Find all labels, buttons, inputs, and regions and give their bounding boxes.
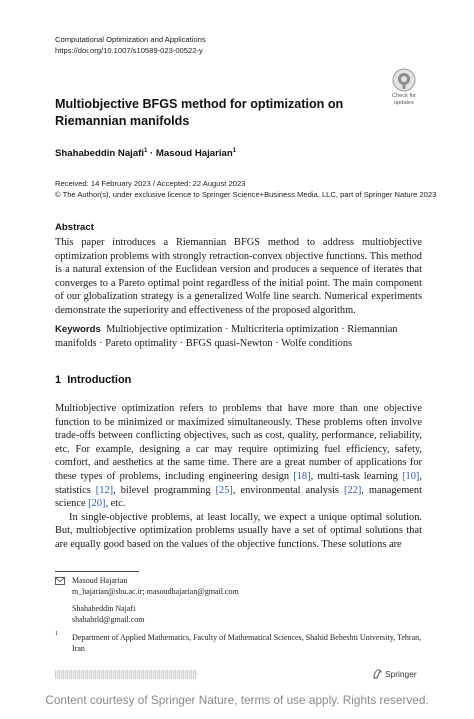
content-courtesy-footer: Content courtesy of Springer Nature, terms of use apply. Rights reserved. xyxy=(45,693,429,707)
corresponding-author-name: Masoud Hajarian xyxy=(72,576,128,585)
publisher-name: Springer xyxy=(385,669,417,679)
author-list xyxy=(55,148,236,159)
author-2-affiliation-mark: 1 xyxy=(232,148,237,154)
article-title: Multiobjective BFGS method for optimization on Riemannian manifolds xyxy=(55,97,344,128)
envelope-icon xyxy=(55,577,65,587)
intro-paragraph-1 xyxy=(55,402,422,511)
received-accepted: Received: 14 February 2023 / Accepted: 22 August 2023 xyxy=(55,179,246,188)
copyright-line: © The Author(s), under exclusive licence to Springer Science+Business Media, LLC, part of Springer Nature 2023 xyxy=(55,190,437,199)
publication-dates xyxy=(55,178,436,200)
author-separator: · xyxy=(147,148,156,160)
abstract-heading: Abstract xyxy=(55,222,94,233)
co-author xyxy=(72,603,144,625)
citation-12[interactable]: [12] xyxy=(95,484,114,496)
keywords-heading: Keywords xyxy=(55,324,101,335)
affiliation-number: 1 xyxy=(55,631,58,637)
doi-link[interactable]: https://doi.org/10.1007/s10589-023-00522-y xyxy=(55,46,203,55)
text-run: , bilevel programming xyxy=(113,484,216,496)
publisher-logo[interactable] xyxy=(372,668,417,679)
intro-body xyxy=(55,402,422,552)
co-author-name: Shahabeddin Najafi xyxy=(72,604,136,613)
section-number: 1 xyxy=(55,374,62,386)
badge-line-2: updates xyxy=(394,100,414,106)
text-run: , multi-task learning xyxy=(310,470,403,482)
affiliation-text: Department of Applied Mathematics, Faculty of Mathematical Sciences, Shahid Beheshti University, Tehran, Iran xyxy=(72,633,422,653)
author-1[interactable]: Shahabeddin Najafi xyxy=(55,148,145,160)
text-run: , management science xyxy=(55,484,422,510)
co-author-email[interactable]: shahabrld@gmail.com xyxy=(72,615,145,624)
check-for-updates-badge[interactable] xyxy=(386,68,422,106)
journal-header xyxy=(55,34,206,56)
watermark-barcode xyxy=(55,670,197,679)
citation-20[interactable]: [20] xyxy=(88,498,106,510)
text-run: , etc. xyxy=(105,498,126,510)
crossmark-icon xyxy=(392,68,416,92)
section-heading xyxy=(55,374,131,386)
corresponding-author xyxy=(72,575,239,597)
citation-22[interactable]: [22] xyxy=(343,484,362,496)
citation-25[interactable]: [25] xyxy=(215,484,233,496)
text-run: , statistics xyxy=(55,470,422,496)
abstract-text: This paper introduces a Riemannian BFGS method to address multiobjective optimization problems with strongly retraction-convex objective functions. This method is a natural extension of the Euclidean version and produces a sequence of iterates that converges to a Pareto optimal point regardless of the initial point. The main component of our globalization strategy is a generalized Wolfe line search. Numerical experiments demonstrate the superiority and effectiveness of the proposed algorithm. xyxy=(55,237,422,316)
footnote-rule xyxy=(55,571,139,572)
author-1-affiliation-mark: 1 xyxy=(144,148,148,154)
section-title: Introduction xyxy=(67,374,132,386)
text-run: Multiobjective optimization refers to problems that have more than one objective function to be minimized or maximized simultaneously. These problems often involve trade-offs between conflicting objectives, such as cost, quality, performance, reliability, etc. For example, designing a car may require optimizing fuel efficiency, safety, comfort, and aesthetics at the same time. There are a great number of applications for these types of problems, including engineering design xyxy=(55,403,422,482)
keywords xyxy=(55,323,422,350)
badge-line-1: Check for xyxy=(392,93,416,99)
journal-name: Computational Optimization and Applications xyxy=(55,35,206,44)
citation-18[interactable]: [18] xyxy=(293,470,311,482)
keywords-text: Multiobjective optimization · Multicriteria optimization · Riemannian manifolds · Pareto optimality · BFGS quasi-Newton · Wolfe conditions xyxy=(55,324,398,349)
text-run: , environmental analysis xyxy=(232,484,344,496)
corresponding-author-email[interactable]: m_hajarian@sbu.ac.ir; masoudhajarian@gmail.com xyxy=(72,587,239,596)
intro-paragraph-2: In single-objective problems, at least locally, we expect a unique optimal solution. But, multiobjective optimization problems usually have a set of optimal solutions that are equally good based on the values of the objective functions. These solutions are xyxy=(55,511,422,550)
author-2[interactable]: Masoud Hajarian xyxy=(155,148,233,160)
springer-horse-icon xyxy=(372,668,383,679)
citation-10[interactable]: [10] xyxy=(402,470,420,482)
